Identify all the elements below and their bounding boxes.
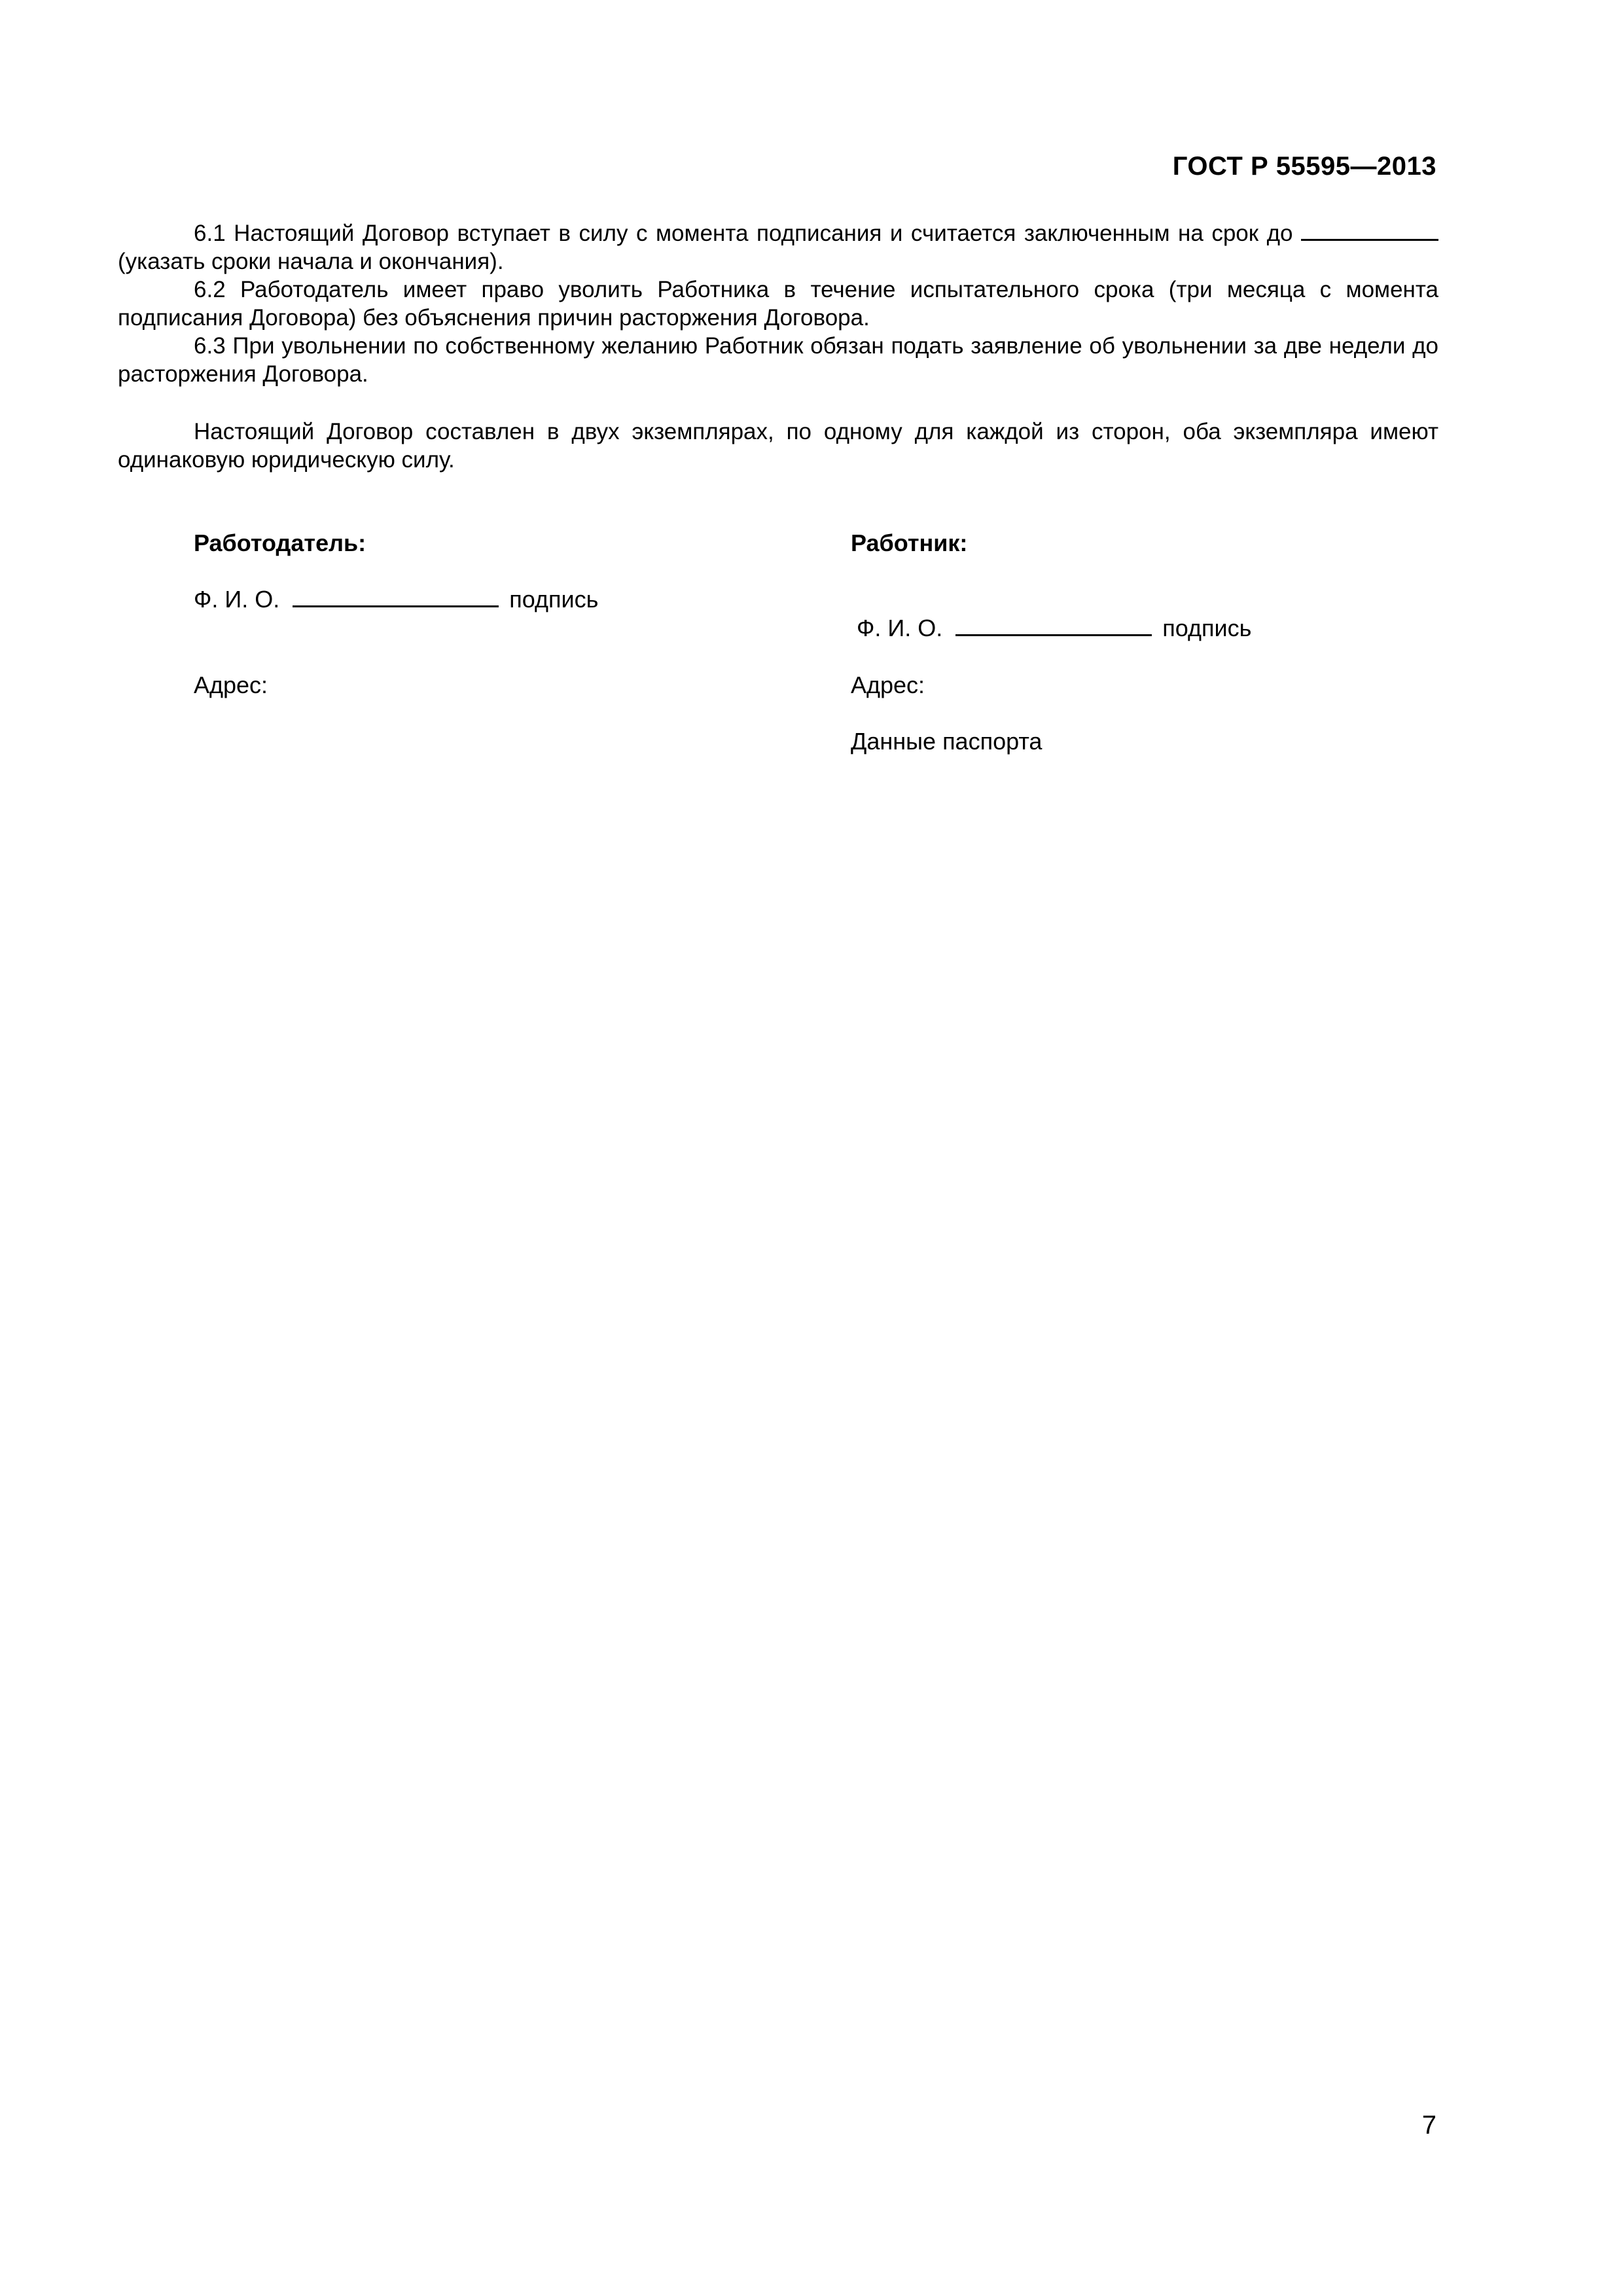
employer-address [194,671,268,699]
employee-name-label: Ф. И. О. [857,615,943,641]
closing-text: Настоящий Договор составлен в двух экземплярах, по одному для каждой из сторон, оба экземпляра имеют одинаковую юридическую силу. [118,419,1438,473]
employee-heading-text: Работник: [851,529,968,556]
clause-6-1 [118,219,1438,276]
employee-signature-blank [955,615,1152,636]
employee-address [851,671,925,699]
employer-signature-blank [293,586,499,607]
employer-name-label: Ф. И. О. [194,586,280,613]
clause-6-2 [118,276,1438,332]
clause-6-3-text: 6.3 При увольнении по собственному желанию Работник обязан подать заявление об увольнении за две недели до расторжения Договора. [118,333,1438,387]
term-date-blank [1301,219,1438,241]
document-code: ГОСТ Р 55595—2013 [1172,152,1436,181]
employee-signature-line [857,614,1251,642]
clause-6-1-text: 6.1 Настоящий Договор вступает в силу с момента подписания и считается заключенным на срок до [194,221,1293,246]
closing-paragraph [118,418,1438,474]
employee-heading [851,529,967,557]
clause-6-3 [118,332,1438,388]
employee-passport [851,727,1042,755]
employee-sign-label: подпись [1162,615,1252,641]
employer-heading [194,529,366,557]
employee-address-label: Адрес: [851,672,925,698]
employer-sign-label: подпись [509,586,599,613]
page-number: 7 [1421,2111,1436,2140]
employee-passport-label: Данные паспорта [851,728,1043,755]
employer-address-label: Адрес: [194,672,268,698]
employer-heading-text: Работодатель: [194,529,366,556]
clause-6-2-text: 6.2 Работодатель имеет право уволить Работника в течение испытательного срока (три месяца с момента подписания Договора) без объяснения причин расторжения Договора. [118,277,1438,331]
clause-6-1-note: (указать сроки начала и окончания). [118,249,504,274]
employer-signature-line [194,585,598,613]
